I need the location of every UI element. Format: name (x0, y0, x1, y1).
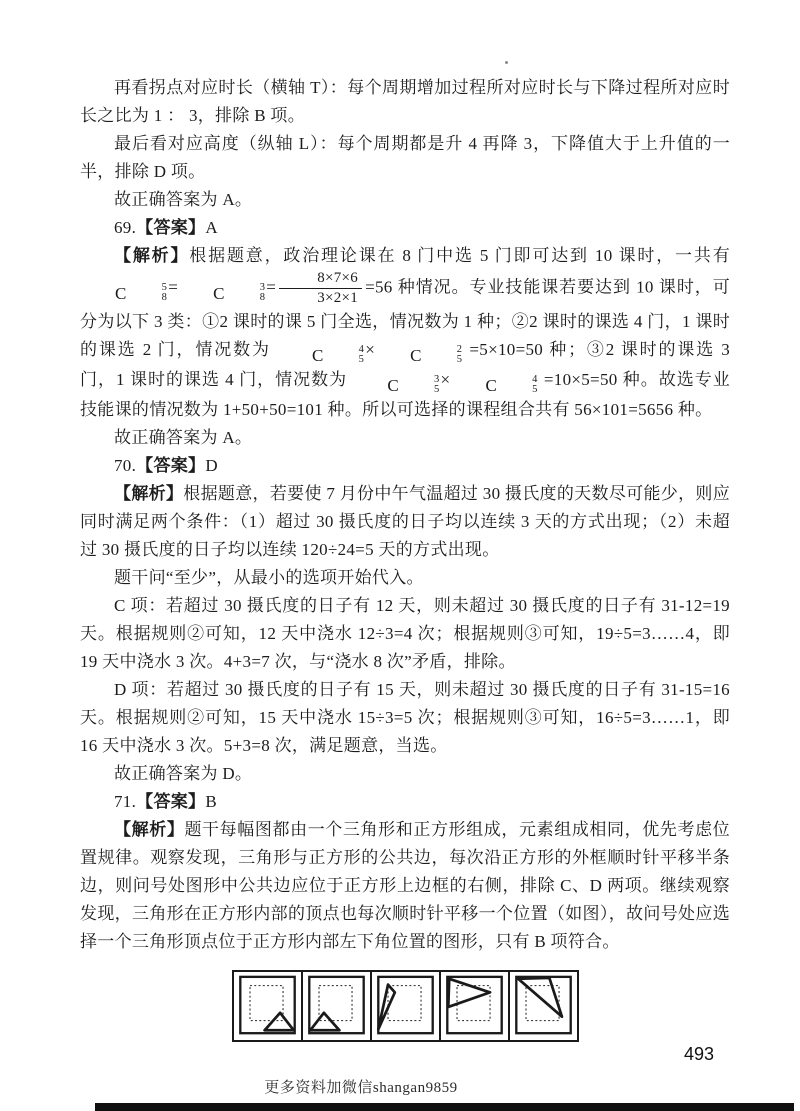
combination-symbol: C 4 5 (485, 373, 538, 395)
text-run: D 项：若超过 30 摄氏度的日子有 15 天，则未超过 30 摄氏度的日子有 31-15=16 天。根据规则②可知，15 天中浇水 15÷3=5 次；根据规则③可知，16÷5=3……1，即 16 天中浇水 3 次。5+3=8 次，满足题意，当选。 (80, 679, 730, 755)
text-run: 71. (114, 791, 137, 811)
text-run: =5×10=50 种；③2 课时的课选 3 门，1 课时的课选 4 门，情况数为 (80, 339, 730, 389)
text-run: 题干每幅图都由一个三角形和正方形组成，元素组成相同，优先考虑位置规律。观察发现，三角形与正方形的公共边，每次沿正方形的外框顺时针平移半条边，则问号处图形中公共边应位于正方形上边框的右侧，排除 C、D 两项。继续观察发现，三角形在正方形内部的顶点也每次顺时针平移一个位置（如图），故问号处应选择一个三角形顶点位于正方形内部左下角位置的图形，只有 B 项符合。 (80, 819, 730, 951)
paragraph (80, 676, 730, 760)
watermark-text: 更多资料加微信shangan9859 (264, 1080, 458, 1096)
text-run: × (365, 339, 376, 359)
text-run: =56 种情况。专业技能课若要达到 10 课时，可分为以下 3 类：①2 课时的课 5 门全选，情况数为 1 种；②2 课时的课选 4 门，1 课时的课选 2 门，情况数为 (80, 277, 730, 359)
text-run: 题干问“至少”，从最小的选项开始代入。 (114, 567, 424, 587)
text-run: 故正确答案为 D。 (114, 763, 253, 783)
text-run: 70. (114, 455, 137, 475)
stray-ink-mark (505, 61, 508, 64)
text-run: 最后看对应高度（纵轴 L）：每个周期都是升 4 再降 3，下降值大于上升值的一半，排除 D 项。 (80, 134, 730, 181)
text-run: =10×5=50 种。故选专业技能课的情况数为 1+50+50=101 种。所以可选择的课程组合共有 56×101=5656 种。 (80, 369, 730, 419)
paragraph (80, 480, 730, 564)
bold-label: 【解析】 (114, 483, 184, 503)
text-run: B (205, 791, 217, 811)
figure-panel-5-triangle-top-to-bottom-right (510, 972, 577, 1040)
figure-strip (232, 970, 579, 1042)
paragraph (80, 760, 730, 788)
answer-figure (80, 970, 730, 1042)
paragraph (80, 816, 730, 956)
combination-symbol: C 2 5 (410, 343, 463, 365)
combination-symbol: C 3 8 (213, 281, 266, 304)
bottom-scan-bar (95, 1103, 794, 1111)
text-run: 根据题意，政治理论课在 8 门中选 5 门即可达到 10 课时，一共有 (189, 246, 730, 265)
bold-label: 【答案】 (136, 218, 206, 237)
figure-panel-1-triangle-bottom-right (234, 972, 303, 1040)
text-run: D (205, 455, 218, 475)
bold-label: 【答案】 (136, 791, 206, 811)
text-run: C 项：若超过 30 摄氏度的日子有 12 天，则未超过 30 摄氏度的日子有 31-12=19 天。根据规则②可知，12 天中浇水 12÷3=4 次；根据规则③可知，19÷5=3……4，即 19 天中浇水 3 次。4+3=7 次，与“浇水 8 次”矛盾，排除。 (80, 595, 730, 671)
figure-panel-3-triangle-left-sliver (372, 972, 441, 1040)
text-run: 根据题意，若要使 7 月份中午气温超过 30 摄氏度的天数尽可能少，则应同时满足两个条件：（1）超过 30 摄氏度的日子均以连续 3 天的方式出现；（2）未超过 30 摄氏度的日子均以连续 120÷24=5 天的方式出现。 (80, 483, 730, 559)
bold-label: 【解析】 (114, 819, 185, 839)
combination-symbol: C 3 5 (387, 373, 440, 395)
paragraph (80, 186, 730, 214)
paragraph (80, 424, 730, 452)
page-number: 493 (683, 1044, 714, 1064)
text-run: A (205, 218, 218, 237)
paragraph (80, 214, 730, 242)
paragraph (80, 242, 730, 424)
text-run: 再看拐点对应时长（横轴 T）：每个周期增加过程所对应时长与下降过程所对应时长之比为 1 ： 3，排除 B 项。 (80, 78, 730, 125)
fraction: $\frac{8\times 7\times 6}{3\times 2\times 1}$ (279, 270, 362, 308)
paragraph (80, 74, 730, 130)
combination-symbol: C 4 5 (312, 343, 365, 365)
bold-label: 【答案】 (136, 455, 206, 475)
text-run: 故正确答案为 A。 (114, 190, 253, 209)
combination-symbol: C 5 8 (115, 281, 168, 304)
figure-panel-2-triangle-bottom-left (303, 972, 372, 1040)
text-run: 故正确答案为 A。 (114, 427, 253, 447)
text-run: 69. (114, 218, 137, 237)
paragraph (80, 564, 730, 592)
paragraph (80, 788, 730, 816)
paragraph (80, 130, 730, 186)
text-run: × (440, 369, 451, 389)
text-run: = (266, 277, 277, 297)
text-run: = (168, 277, 179, 297)
figure-panel-4-triangle-top-pointing-right (441, 972, 510, 1040)
paragraph (80, 452, 730, 480)
document-body (80, 74, 730, 1042)
bold-label: 【解析】 (114, 246, 190, 265)
paragraph (80, 592, 730, 676)
